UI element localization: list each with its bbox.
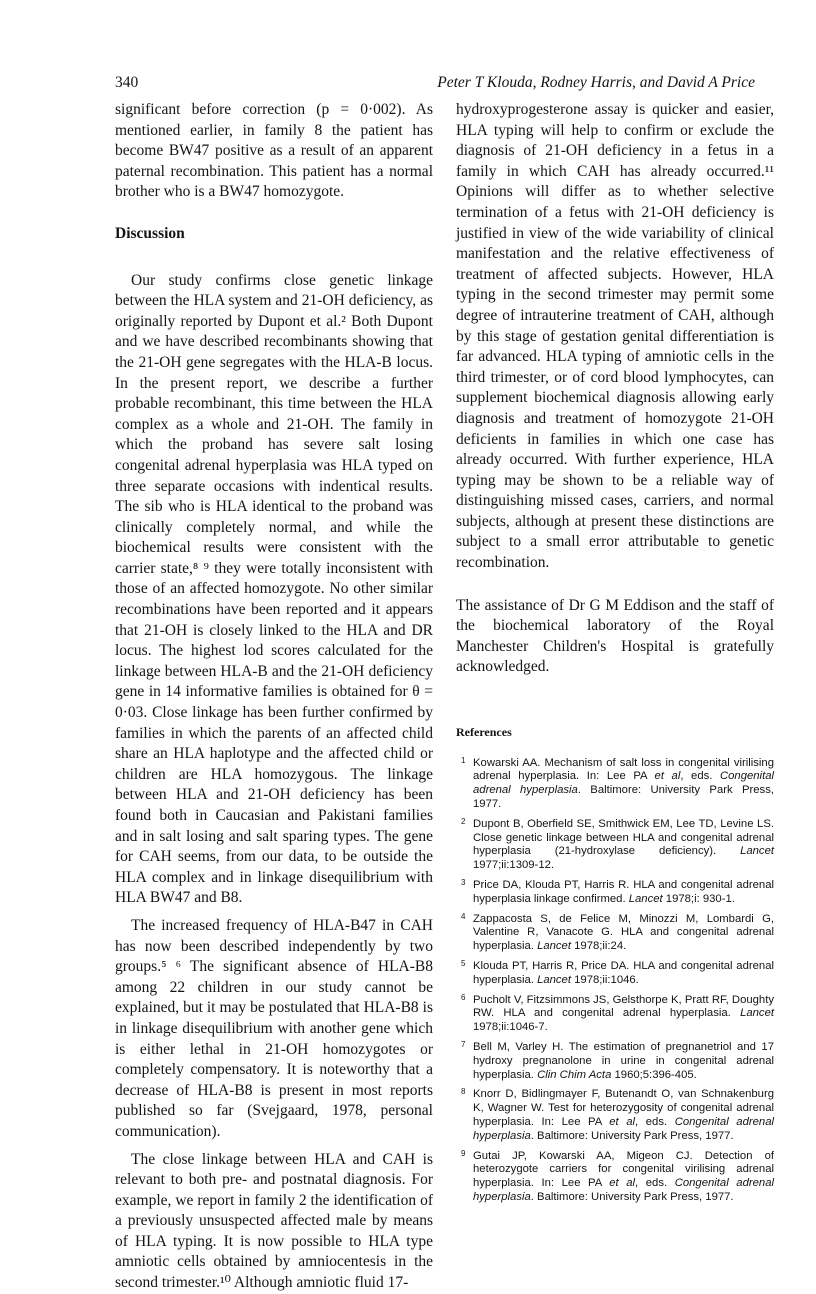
reference-text: 1960;5:396-405. — [611, 1068, 697, 1081]
reference-italic: Clin Chim Acta — [537, 1068, 612, 1081]
references-heading: References — [456, 725, 512, 740]
reference-number: 8 — [461, 1087, 466, 1097]
reference-text: Dupont B, Oberfield SE, Smithwick EM, Lee TD, Levine LS. Close genetic linkage between HLA and congenital adrenal hyperplasia (21-hydroxylase deficiency). — [473, 817, 774, 858]
reference-italic: Congenital adrenal hyperplasia — [473, 770, 774, 797]
reference-item — [456, 1088, 774, 1143]
reference-text: 1978;ii:1046. — [570, 973, 639, 986]
reference-text: , eds. — [680, 770, 720, 783]
reference-text: Klouda PT, Harris R, Price DA. HLA and congenital adrenal hyperplasia. — [473, 959, 774, 986]
reference-text: , eds. — [635, 1177, 675, 1190]
reference-text: 1977;ii:1309-12. — [473, 859, 555, 872]
reference-number: 4 — [461, 911, 466, 921]
continued-paragraph-right: hydroxyprogesterone assay is quicker and easier, HLA typing will help to confirm or exclude the diagnosis of 21-OH deficiency in a fetus in a family in which CAH has already occurred.¹¹ Opinions will differ as to whether selective termination of a fetus with 21-OH deficiency is justified in view of the wide variability of clinical manifestation and the relative effectiveness of treatment of affected subjects. However, HLA typing in the second trimester may permit some degree of intrauterine treatment of CAH, although by this stage of gestation genital differentiation is far advanced. HLA typing of amniotic cells in the third trimester, or of cord blood lymphocytes, can supplement biochemical diagnosis allowing early diagnosis and treatment of homozygote 21-OH deficients in families in which one case has already occurred. With further experience, HLA typing may be shown to be a reliable way of distinguishing missed cases, carriers, and normal subjects, although at present these distinctions are subject to a small error attributable to genetic recombination. — [456, 101, 774, 572]
right-column — [456, 100, 774, 1211]
reference-text: , eds. — [635, 1115, 675, 1128]
reference-text: Price DA, Klouda PT, Harris R. HLA and congenital adrenal hyperplasia linkage confirmed. — [473, 879, 774, 905]
reference-item — [456, 994, 774, 1035]
reference-italic: et al — [609, 1115, 636, 1128]
reference-text: . Baltimore: University Park Press, 1977. — [530, 1129, 734, 1142]
reference-italic: Lancet — [537, 940, 571, 953]
reference-number: 3 — [461, 878, 466, 887]
reference-italic: Congenital adrenal hyperplasia — [473, 1177, 774, 1203]
reference-number: 5 — [461, 958, 466, 968]
reference-italic: et al — [609, 1177, 636, 1190]
reference-text: 1978;ii:1046-7. — [473, 1021, 548, 1034]
reference-number: 9 — [461, 1148, 466, 1158]
running-head-authors: Peter T Klouda, Rodney Harris, and David A Price — [437, 74, 755, 91]
reference-italic: Lancet — [740, 1007, 774, 1020]
reference-list — [456, 757, 774, 1205]
reference-item — [456, 818, 774, 873]
reference-text: Kowarski AA. Mechanism of salt loss in congenital virilising adrenal hyperplasia. In: Lee PA — [473, 756, 774, 783]
reference-item — [456, 913, 774, 954]
continued-paragraph: significant before correction (p = 0·002). As mentioned earlier, in family 8 the patient has become BW47 positive as a result of an apparent paternal recombination. This patient has a normal brother who is a BW47 homozygote. — [115, 101, 433, 201]
left-column — [115, 100, 433, 1294]
reference-text: . Baltimore: University Park Press, 1977. — [530, 1190, 734, 1203]
reference-text: Gutai JP, Kowarski AA, Migeon CJ. Detection of heterozygote carriers for congenital virilising adrenal hyperplasia. In: Lee PA — [473, 1149, 774, 1190]
reference-item — [456, 1150, 774, 1205]
page-header — [115, 74, 755, 96]
reference-number: 6 — [461, 992, 466, 1002]
page-number: 340 — [115, 74, 139, 91]
reference-text: Bell M, Varley H. The estimation of pregnanetriol and 17 hydroxy pregnanolone in urine in congenital adrenal hyperplasia. — [473, 1040, 774, 1081]
reference-text: Zappacosta S, de Felice M, Minozzi M, Lombardi G, Valentine R, Vanacote G. HLA and congenital adrenal hyperplasia. — [473, 912, 774, 953]
reference-italic: et al — [654, 770, 681, 783]
reference-item — [456, 960, 774, 988]
reference-item — [456, 1041, 774, 1082]
reference-item — [456, 879, 774, 907]
reference-text: Pucholt V, Fitzsimmons JS, Gelsthorpe K, Pratt RF, Doughty RW. HLA and congenital adrenal hyperplasia. — [473, 993, 774, 1020]
reference-italic: Lancet — [628, 892, 663, 905]
reference-number: 7 — [461, 1039, 466, 1049]
reference-italic: Congenital adrenal hyperplasia — [473, 1115, 774, 1142]
reference-text: 1978;ii:24. — [570, 940, 627, 953]
reference-number: 1 — [461, 755, 466, 765]
reference-text: . Baltimore: University Park Press, 1977. — [473, 784, 774, 811]
reference-text: Knorr D, Bidlingmayer F, Butenandt O, van Schnakenburg K, Wagner W. Test for heterozygosity of congenital adrenal hyperplasia. In: Lee PA — [473, 1088, 774, 1128]
discussion-heading: Discussion — [115, 224, 185, 242]
discussion-paragraph-1: Our study confirms close genetic linkage between the HLA system and 21-OH deficiency, as originally reported by Dupont et al.² Both Dupont and we have described recombinants showing that the 21-OH gene segregates with the HLA-B locus. In the present report, we describe a further probable recombinant, this time between the HLA complex as a whole and 21-OH. The family in which the proband has severe salt losing congenital adrenal hyperplasia was HLA typed on three separate occasions with indentical results. The sib who is HLA identical to the proband was clinically completely normal, and while the biochemical results were consistent with the carrier state,⁸ ⁹ they were totally inconsistent with those of an affected homozygote. No other similar recombinations have been reported and it appears that 21-OH is closely linked to the HLA and DR locus. The highest lod scores calculated for the linkage between HLA-B and the 21-OH deficiency gene in 14 informative families is obtained for θ = 0·03. Close linkage has been further confirmed by families in which the parents of an affected child share an HLA haplotype and the affected child or children are HLA homozygous. The linkage between HLA and 21-OH deficiency has been found both in Caucasian and Pakistani families and in salt losing and salt sparing types. The gene for CAH seems, from our data, to be outside the HLA complex and in linkage disequilibrium with HLA BW47 and B8. — [115, 271, 433, 907]
reference-italic: Lancet — [537, 973, 571, 986]
reference-text: 1978;i: 930-1. — [662, 892, 735, 905]
discussion-paragraph-2: The increased frequency of HLA-B47 in CAH has now been described independently by two groups.⁵ ⁶ The significant absence of HLA-B8 among 22 children in our study cannot be explained, but it may be postulated that HLA-B8 is in linkage disequilibrium with another gene which is either lethal in 21-OH homozygotes or completely compensatory. It is noteworthy that a decrease of HLA-B8 is present in most reports published so far (Svejgaard, 1978, personal communication). — [115, 916, 433, 1140]
discussion-paragraph-3: The close linkage between HLA and CAH is relevant to both pre- and postnatal diagnosis. For example, we report in family 2 the identification of a previously unsuspected affected male by means of HLA typing. It is now possible to HLA type amniotic cells obtained by amniocentesis in the second trimester.¹⁰ Although amniotic fluid 17- — [115, 1150, 433, 1292]
reference-number: 2 — [461, 816, 466, 826]
acknowledgment: The assistance of Dr G M Eddison and the staff of the biochemical laboratory of the Royal Manchester Children's Hospital is gratefully acknowledged. — [456, 596, 774, 676]
reference-italic: Lancet — [740, 845, 774, 858]
reference-item — [456, 757, 774, 812]
